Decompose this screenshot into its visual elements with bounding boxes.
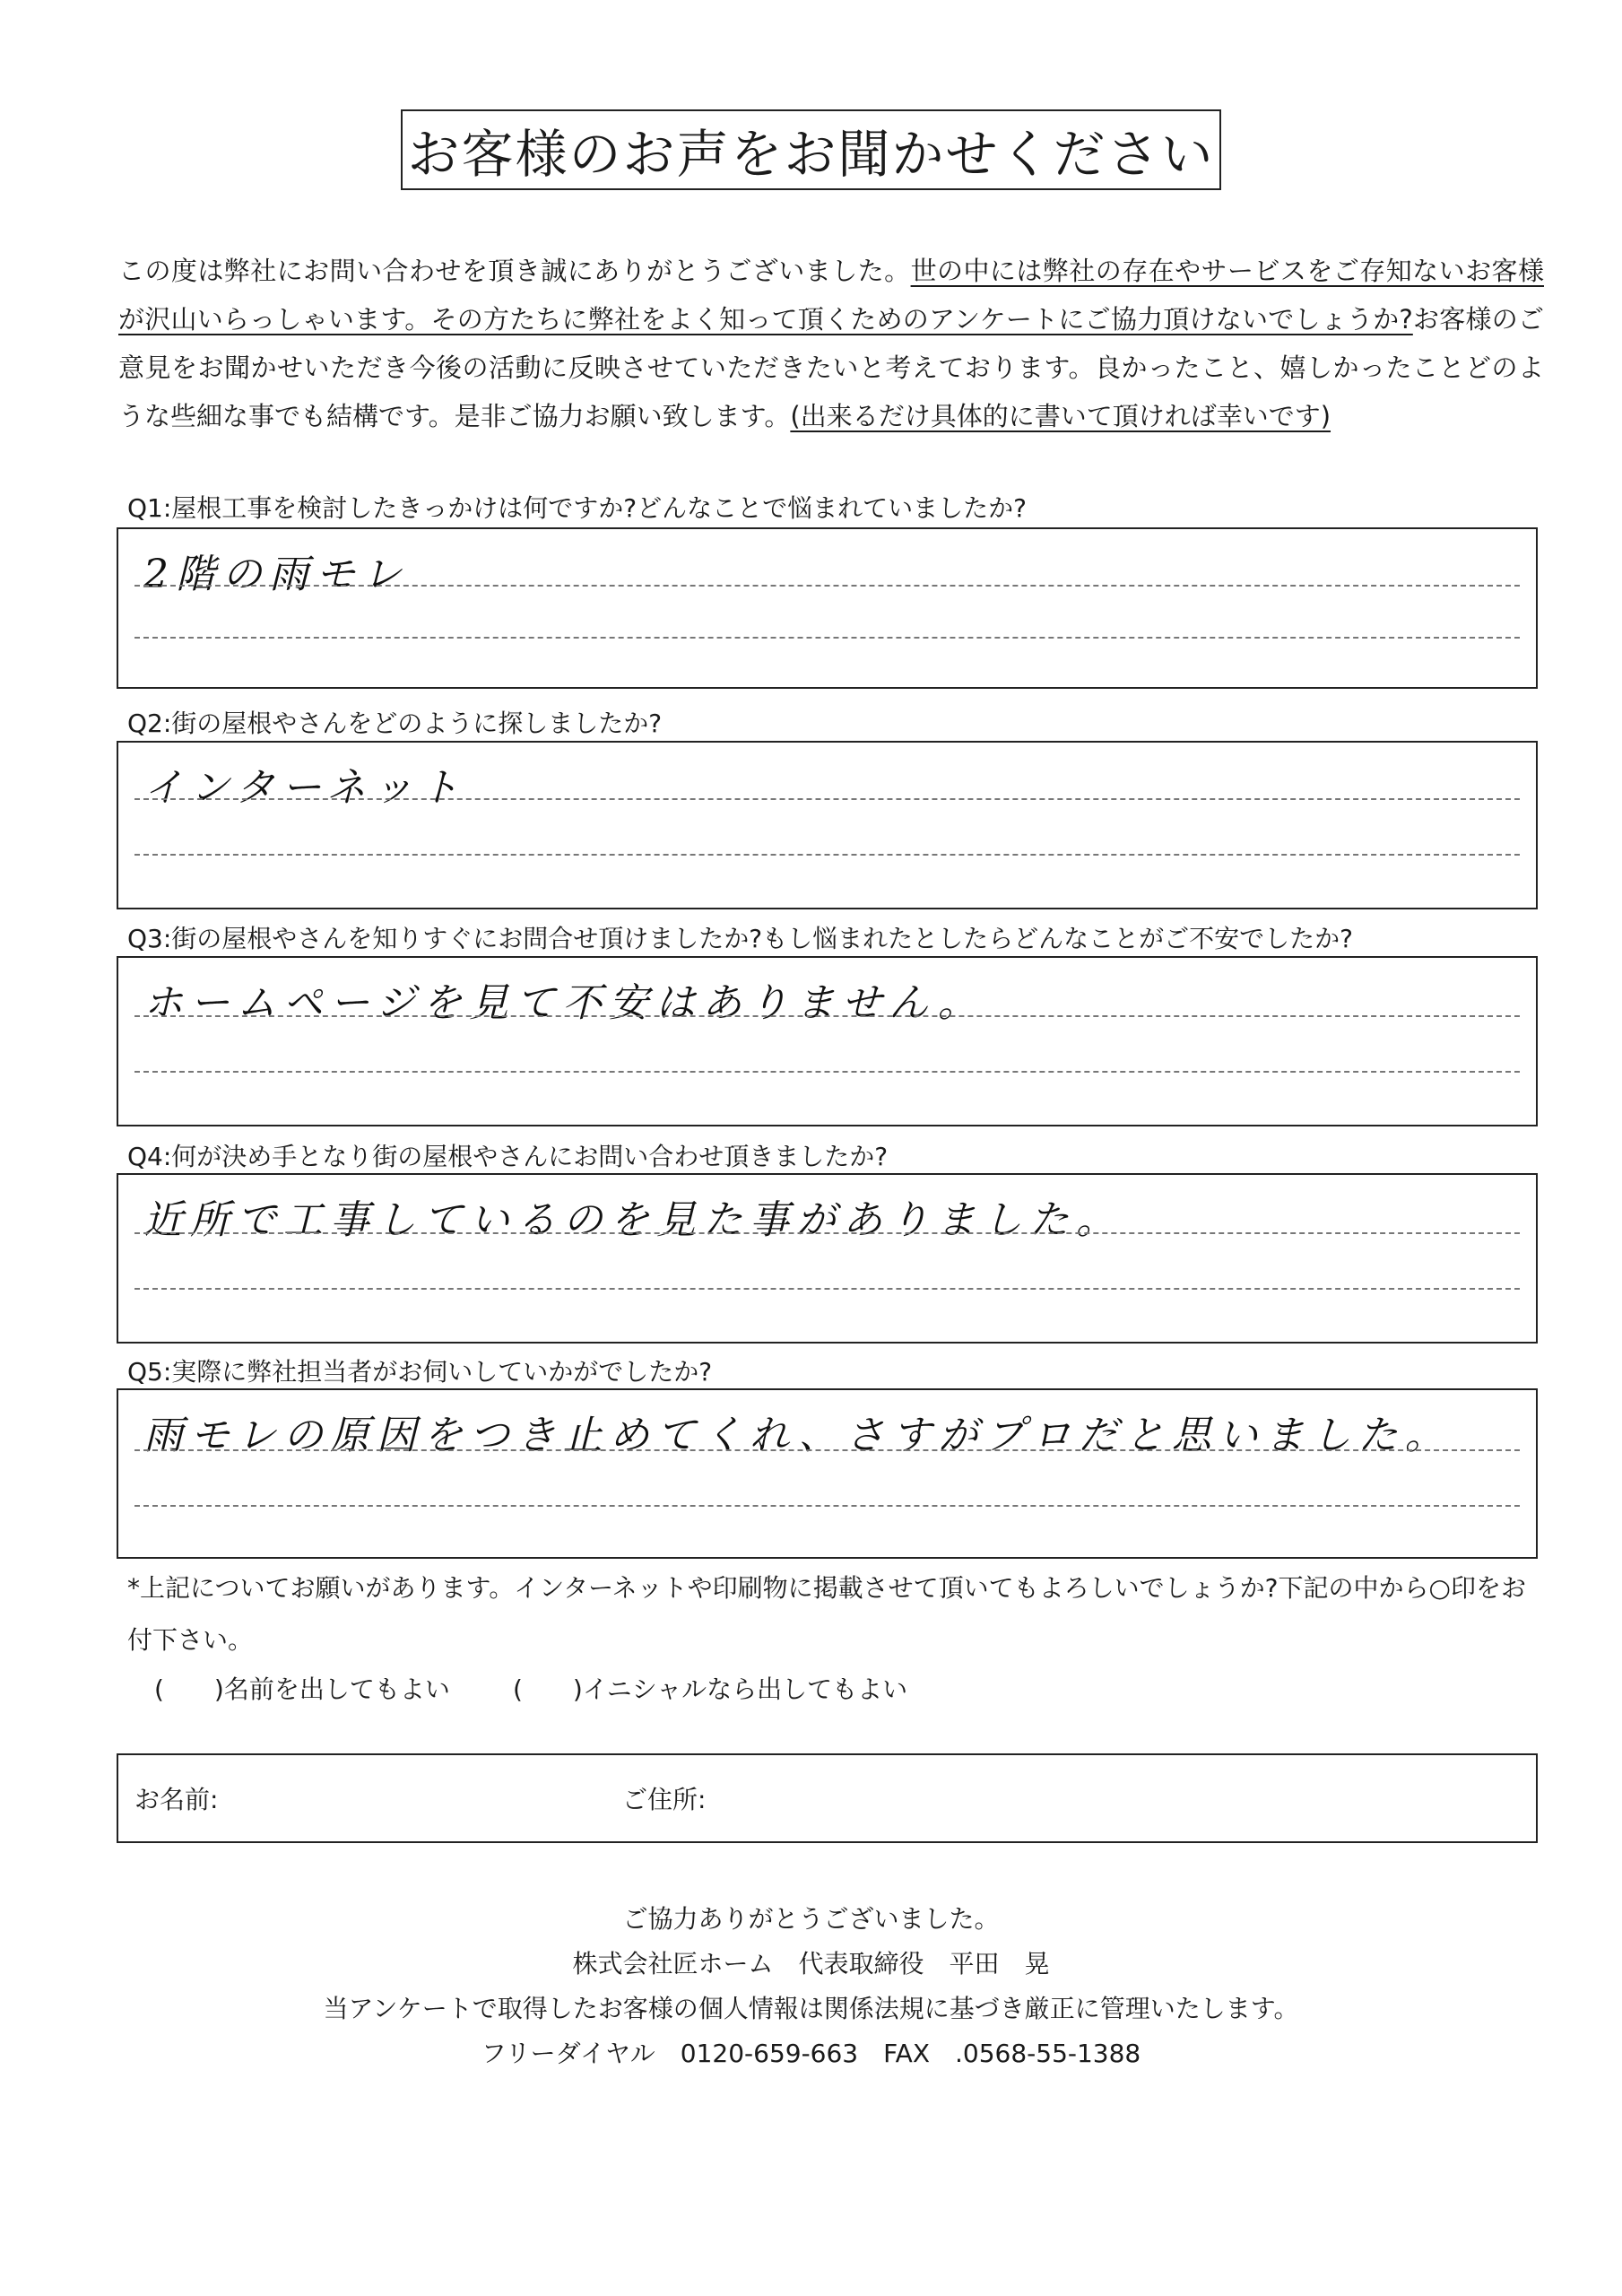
question-5-label: Q5:実際に弊社担当者がお伺いしていかがでしたか? [127,1357,713,1387]
question-5-answer: 雨モレの原因をつき止めてくれ、さすがプロだと思いました。 [143,1413,1452,1458]
dashed-rule [134,585,1520,587]
footer-thanks: ご協力ありがとうございました。 [622,1904,1000,1934]
question-5-answer-box [117,1388,1538,1559]
dashed-rule [134,1232,1520,1234]
address-label: ご住所: [622,1785,707,1814]
question-1-answer: 2階の雨モレ [143,552,409,597]
intro-paragraph [118,247,1544,440]
question-2-answer: インターネット [143,765,467,811]
dashed-rule [134,1015,1520,1017]
question-2-answer-box [117,741,1538,909]
question-1-label: Q1:屋根工事を検討したきっかけは何ですか?どんなことで悩まれていましたか? [127,493,1028,523]
dashed-rule [134,854,1520,856]
name-address-box [117,1753,1538,1843]
intro-text-2: お客様のご意見をお聞かせいただき今後の活動に反映させていただきたいと考えております。良かったこと、嬉しかったことどのような些細な事でも結構です。是非ご協力お願い致します。 [118,304,1544,431]
question-4-answer: 近所で工事しているのを見た事がありました。 [143,1197,1123,1243]
intro-underlined-2: (出来るだけ具体的に書いて頂ければ幸いです) [790,401,1331,431]
dashed-rule [134,1071,1520,1073]
dashed-rule [134,798,1520,800]
dashed-rule [134,1449,1520,1451]
dashed-rule [134,637,1520,639]
footer-privacy: 当アンケートで取得したお客様の個人情報は関係法規に基づき厳正に管理いたします。 [323,1994,1299,2023]
name-label: お名前: [134,1785,219,1814]
survey-title: お客様のお声をお聞かせください [401,109,1221,190]
publication-request-note: *上記についてお願いがあります。インターネットや印刷物に掲載させて頂いてもよろしいでしょうか?下記の中から○印をお付下さい。 [127,1573,1526,1655]
question-2-label: Q2:街の屋根やさんをどのように探しましたか? [127,709,663,738]
question-4-label: Q4:何が決め手となり街の屋根やさんにお問い合わせ頂きましたか? [127,1142,889,1171]
question-3-label: Q3:街の屋根やさんを知りすぐにお問合せ頂けましたか?もし悩まれたとしたらどんなことがご不安でしたか? [127,924,1354,953]
choice-name-ok[interactable]: ( )名前を出してもよい [154,1674,450,1704]
footer-company: 株式会社匠ホーム 代表取締役 平田 晃 [572,1949,1050,1979]
question-1-answer-box [117,527,1538,689]
dashed-rule [134,1505,1520,1507]
intro-text-1: この度は弊社にお問い合わせを頂き誠にありがとうございました。 [118,256,911,286]
intro-underlined-1: 世の中には弊社の存在やサービスをご存知ないお客様が沢山いらっしゃいます。その方たちに弊社をよく知って頂くためのアンケートにご協力頂けないでしょうか? [118,256,1544,335]
footer-contact: フリーダイヤル 0120-659-663 FAX .0568-55-1388 [481,2039,1141,2068]
dashed-rule [134,1288,1520,1290]
question-4-answer-box [117,1173,1538,1344]
question-3-answer-box [117,956,1538,1126]
choice-initials-ok[interactable]: ( )イニシャルなら出してもよい [513,1674,908,1704]
question-3-answer: ホームページを見て不安はありません。 [143,980,984,1026]
